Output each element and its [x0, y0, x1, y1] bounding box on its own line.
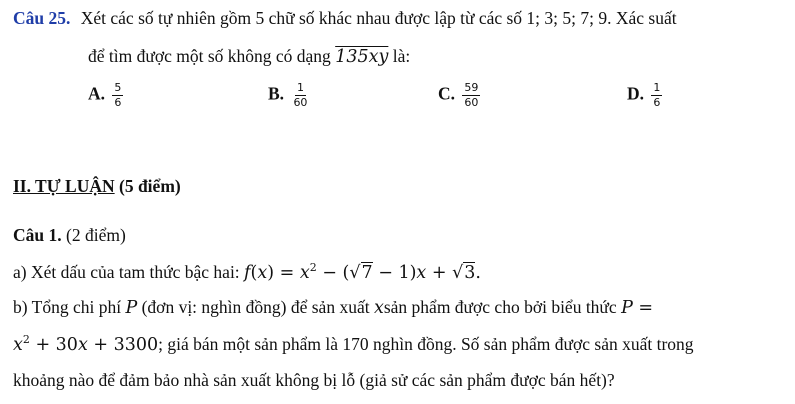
option-b[interactable] — [268, 82, 309, 109]
question-25-line1 — [13, 8, 677, 29]
part-a-formula: $f(x) = x^2 - (√7 - 1)x + √3$. — [244, 261, 481, 283]
option-a-fraction — [112, 82, 123, 109]
part-b-var-x: x — [373, 298, 384, 318]
question-25-stem-line2-pre: để tìm được một số không có dạng — [88, 46, 336, 66]
part-b-line3-text: khoảng nào để đảm bảo nhà sản xuất không bị lỗ (giả sử các sản phẩm được bán hết)? — [13, 370, 615, 390]
option-a[interactable] — [88, 82, 123, 109]
option-a-numerator: 5 — [112, 82, 123, 96]
question-1-points: (2 điểm) — [61, 225, 126, 245]
option-c[interactable] — [438, 82, 480, 109]
question-1-label: Câu 1. — [13, 225, 62, 245]
section-heading — [13, 176, 181, 197]
part-b-cost-formula: $x^2 + 30x + 3300$ — [13, 333, 159, 355]
option-c-letter: C. — [438, 83, 456, 104]
option-d-fraction — [651, 82, 662, 109]
question-1-header — [13, 225, 126, 246]
question-25-label: Câu 25. — [13, 8, 71, 28]
section-points: (5 điểm) — [114, 176, 181, 196]
option-d-numerator: 1 — [651, 82, 662, 96]
question-25-stem-line2-post: là: — [388, 46, 411, 66]
option-b-denominator: 60 — [293, 96, 308, 110]
question-25-overline-number: 135xy — [335, 47, 389, 67]
part-b-line1-post: sản phẩm được cho bởi biểu thức — [383, 297, 622, 317]
part-b-var-p: P — [125, 298, 138, 318]
section-title: II. TỰ LUẬN — [13, 176, 115, 196]
part-b-line1-pre: b) Tổng chi phí — [13, 297, 126, 317]
option-a-denominator: 6 — [114, 96, 122, 110]
option-d[interactable] — [627, 82, 662, 109]
question-1-part-b-line2 — [13, 333, 694, 355]
option-c-fraction — [462, 82, 480, 109]
option-d-letter: D. — [627, 83, 645, 104]
part-b-line1-mid: (đơn vị: nghìn đồng) để sản xuất — [137, 297, 374, 317]
question-1-part-b-line3 — [13, 370, 615, 391]
option-b-numerator: 1 — [295, 82, 306, 96]
option-c-denominator: 60 — [464, 96, 479, 110]
part-a-text: a) Xét dấu của tam thức bậc hai: — [13, 261, 245, 282]
option-a-letter: A. — [88, 83, 106, 104]
option-b-fraction — [291, 82, 309, 109]
option-d-denominator: 6 — [653, 96, 661, 110]
question-25-stem-line1: Xét các số tự nhiên gồm 5 chữ số khác nhau được lập từ các số 1; 3; 5; 7; 9. Xác suất — [80, 8, 677, 28]
question-1-part-a — [13, 261, 481, 283]
part-b-line1-eq: P = — [621, 298, 654, 318]
question-25-line2 — [88, 46, 410, 67]
option-c-numerator: 59 — [462, 82, 480, 96]
question-1-part-b-line1 — [13, 297, 653, 318]
option-b-letter: B. — [268, 83, 285, 104]
part-b-line2-text: ; giá bán một sản phẩm là 170 nghìn đồng. Số sản phẩm được sản xuất trong — [158, 333, 694, 354]
